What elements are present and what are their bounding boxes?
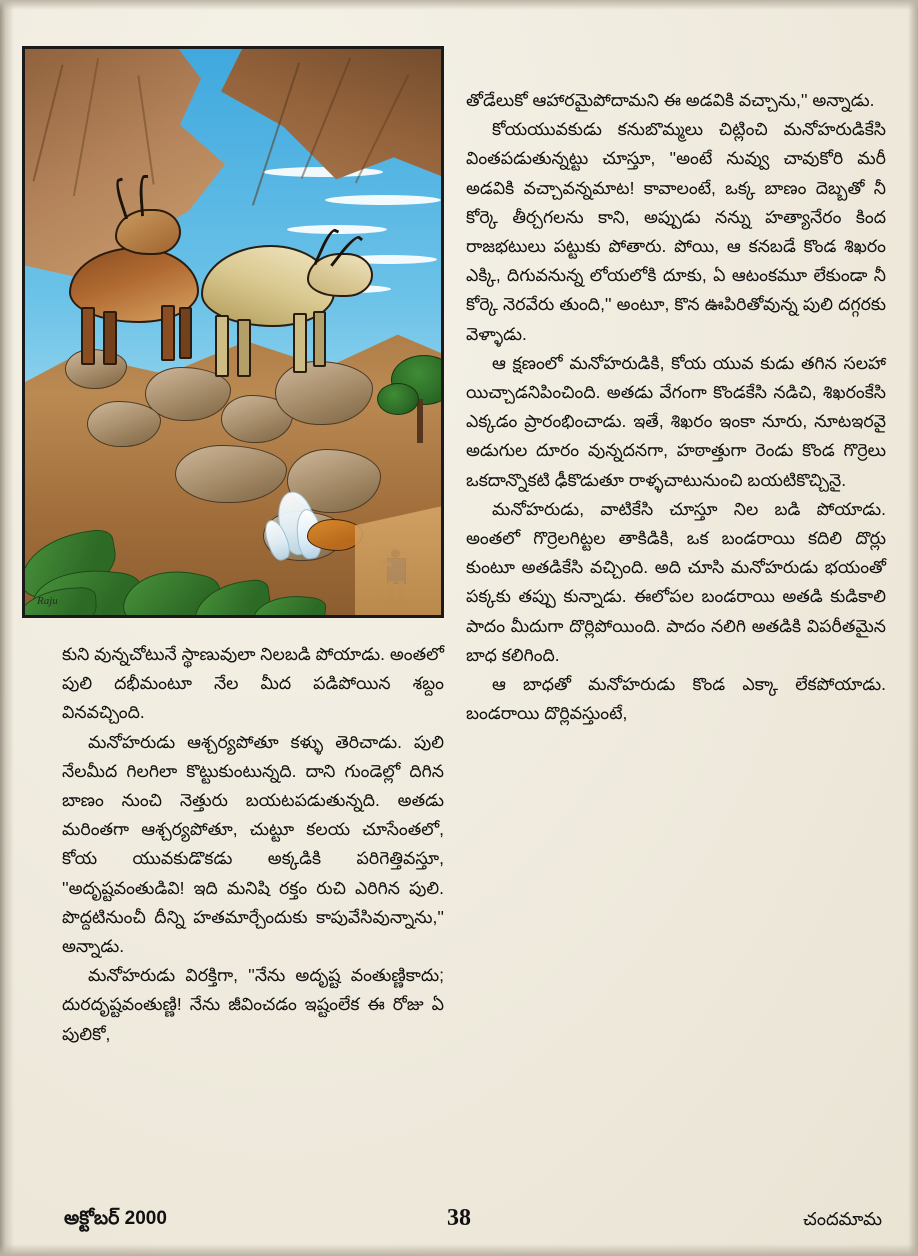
page-edge-bottom (0, 1244, 918, 1256)
cloud-icon (263, 167, 383, 177)
tiger-figure (307, 519, 363, 551)
page-edge-right (908, 0, 918, 1256)
page-number: 38 (447, 1205, 471, 1231)
tree-canopy (377, 383, 419, 415)
left-text-column (62, 640, 444, 1049)
publication-name: చందమామ (803, 1209, 882, 1229)
page-edge-left (0, 0, 14, 1256)
paragraph: ఆ క్షణంలో మనోహరుడికి, కోయ యువ కుడు తగిన సలహా యిచ్చాడనిపించింది. అతడు వేగంగా కొండకేసి నడిచి, శిఖరంకేసి ఎక్కడం ప్రారంభించాడు. ఇతే, శిఖరం ఇంకా నూరు, నూటఇరవై అడుగుల దూరం వున్నదనగా, హఠాత్తుగా రెండు కొండ గొర్రెలు ఒకదాన్నొకటి ఢీకొడుతూ రాళ్ళచాటునుంచి బయటికొచ్చినై. (466, 352, 886, 490)
paragraph: ఆ బాధతో మనోహరుడు కొండ ఎక్కా లేకపోయాడు. బండరాయి దొర్లివస్తుంటే, (466, 674, 886, 724)
page-edge-top (0, 0, 918, 10)
right-text-column (466, 86, 886, 728)
paragraph: తోడేలుకో ఆహారమైపోదామని ఈ అడవికి వచ్చాను,'' అన్నాడు. (466, 90, 875, 110)
cloud-icon (325, 195, 441, 205)
artist-signature: Raju (37, 595, 58, 607)
paragraph: కోయయువకుడు కనుబొమ్మలు చిట్లించి మనోహరుడికేసి వింతపడుతున్నట్టు చూస్తూ, ''అంటే నువ్వు చావుకోరి మరీ అడవికి వచ్చావన్నమాట! కావాలంటే, ఒక్క బాణం దెబ్బతో నీ కోర్కె తీర్చగలను కాని, అప్పుడు నన్ను హత్యానేరం కింద రాజభటులు పట్టుకు పోతారు. పోయి, ఆ కనబడే కొండ శిఖరం ఎక్కి, దిగువనున్న లోయలోకి దూకు, ఏ ఆటంకమూ లేకుండా నీ కోర్కె నెరవేరు తుంది,'' అంటూ, కొన ఊపిరితోవున్న పులి దగ్గరకు వెళ్ళాడు. (466, 119, 886, 344)
tree-trunk (417, 399, 423, 443)
paragraph: కుని వున్నచోటునే స్థాణువులా నిలబడి పోయాడు. అంతలో పులి దభీమంటూ నేల మీద పడిపోయిన శబ్దం వినవచ్చింది. (62, 644, 444, 723)
paragraph: మనోహరుడు ఆశ్చర్యపోతూ కళ్ళు తెరిచాడు. పులి నేలమీద గిలగిలా కొట్టుకుంటున్నది. దాని గుండెల్లో దిగిన బాణం నుంచి నెత్తురు బయటపడుతున్నది. అతడు మరింతగా ఆశ్చర్యపోతూ, చుట్టూ కలయ చూసేంతలో, కోయ యువకుడొకడు అక్కడికి పరిగెత్తివస్తూ, ''అదృష్టవంతుడివి! ఇది మనిషి రక్తం రుచి ఎరిగిన పులి. పొద్దటినుంచీ దీన్ని హతమార్చేందుకు కాపువేసివున్నాను,'' అన్నాడు. (62, 731, 444, 957)
illustration-panel (22, 46, 444, 618)
paragraph: మనోహరుడు, వాటికేసి చూస్తూ నిల బడి పోయాడు. అంతలో గొర్రెలగిట్టల తాకిడికి, ఒక బండరాయి కదిలి దొర్లు కుంటూ అతడికేసి వచ్చింది. అది చూసి మనోహరుడు భయంతో పక్కకు తప్పు కున్నాడు. ఈలోపల బండరాయి అతడి కుడికాలి పాదం మీదుగా దొర్లిపోయింది. పాదం నలిగి అతడికి విపరీతమైన బాధ కలిగింది. (466, 498, 886, 665)
issue-date: అక్టోబర్ 2000 (64, 1208, 167, 1229)
paragraph: మనోహరుడు విరక్తిగా, ''నేను అదృష్ట వంతుణ్ణికాదు; దురదృష్టవంతుణ్ణి! నేను జీవించడం ఇష్టంలేక ఈ రోజు ఏ పులికో, (62, 965, 444, 1044)
page-footer (0, 1204, 918, 1234)
